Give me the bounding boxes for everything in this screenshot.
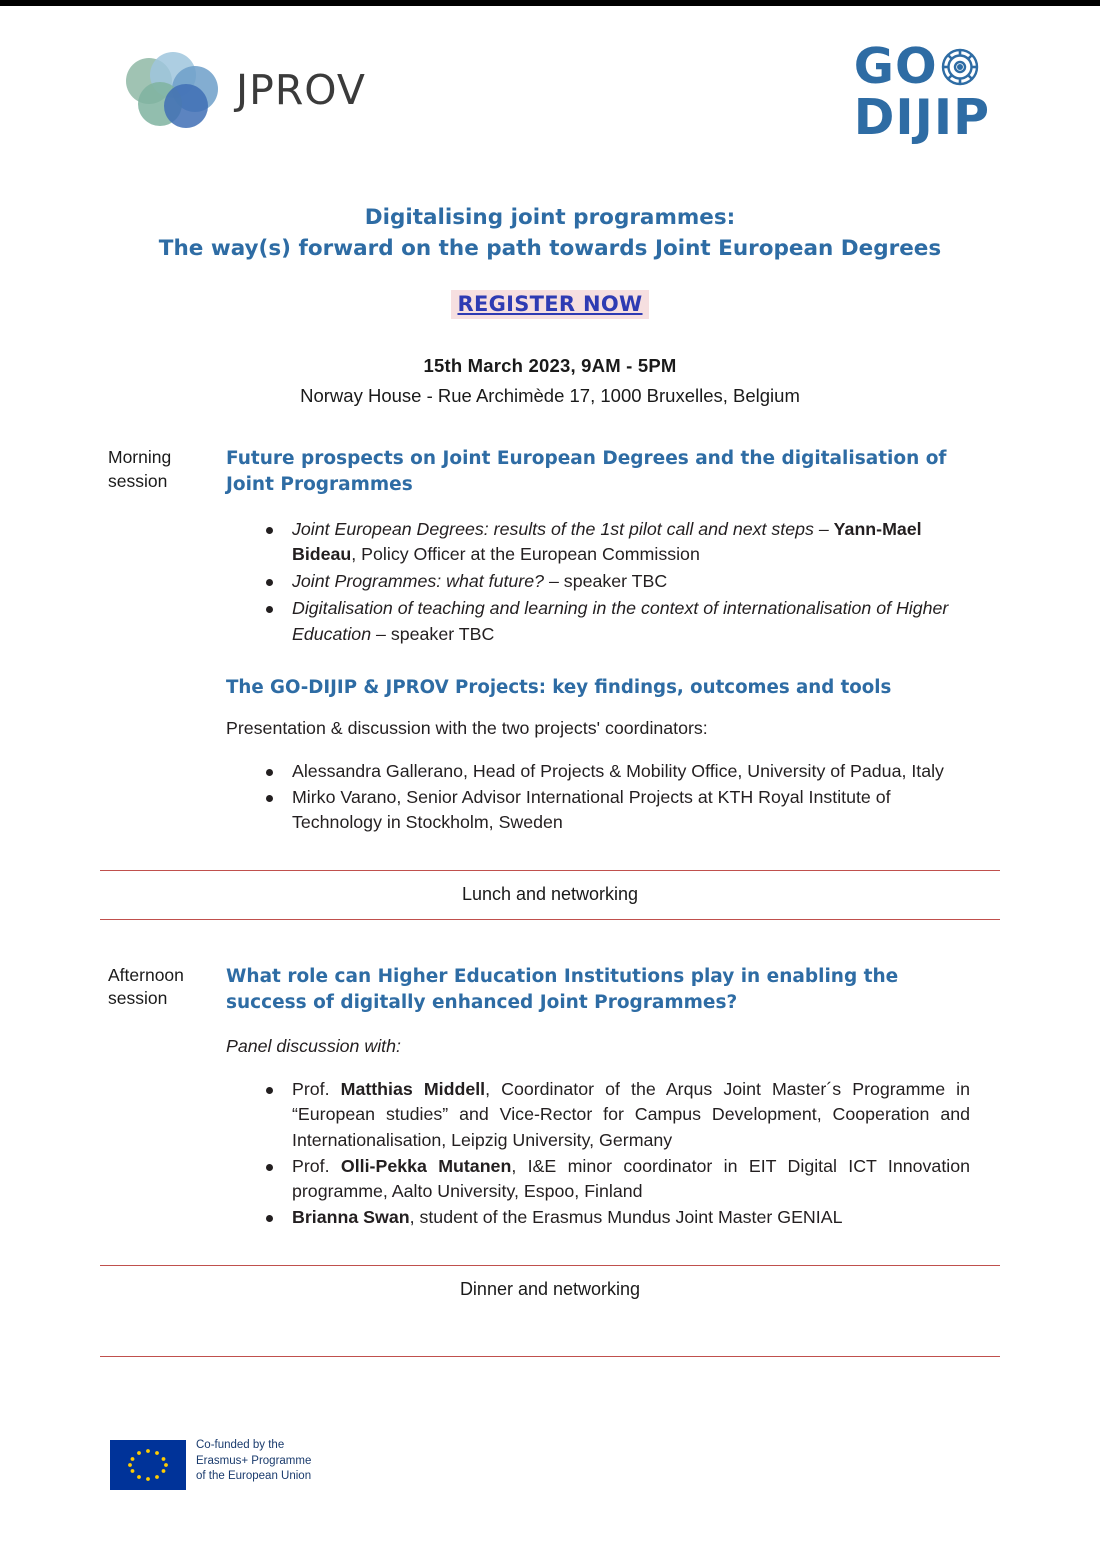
eu-funding-line2: Erasmus+ Programme	[196, 1454, 312, 1467]
list-item	[262, 596, 970, 647]
list-item: Mirko Varano, Senior Advisor International Projects at KTH Royal Institute of Technology in Stockholm, Sweden	[262, 785, 970, 836]
panelist-name: Olli-Pekka Mutanen	[340, 1155, 512, 1176]
panelist-prefix: Prof.	[292, 1079, 341, 1099]
document-header	[0, 6, 1100, 166]
eu-funding-line3: of the European Union	[196, 1470, 312, 1483]
topic-dash: –	[818, 518, 834, 539]
list-item: Alessandra Gallerano, Head of Projects & Mobility Office, University of Padua, Italy	[262, 759, 970, 784]
speaker-role: speaker TBC	[563, 571, 668, 592]
speaker-role: , Policy Officer at the European Commission	[351, 543, 700, 564]
list-item	[262, 1154, 970, 1205]
panelist-role: , I&E minor coordinator in EIT Digital ICT Innovation programme, Aalto University, Espoo, Finland	[292, 1155, 970, 1202]
speaker-role: speaker TBC	[390, 623, 495, 644]
topic-title: Joint European Degrees: results of the 1st pilot call and next steps	[292, 518, 819, 539]
topic-dash: –	[376, 623, 391, 644]
coordinators-list	[226, 759, 970, 836]
panelist-name: Brianna Swan	[292, 1207, 410, 1228]
speaker-name: Yann-Mael Bideau	[292, 518, 922, 564]
list-item	[262, 1205, 970, 1230]
dinner-divider-bottom-rule	[100, 1314, 1000, 1357]
page-title-line2: The way(s) forward on the path towards Joint European Degrees	[158, 236, 942, 262]
lunch-divider: Lunch and networking	[100, 870, 1000, 920]
event-date: 15th March 2023, 9AM - 5PM	[423, 355, 677, 377]
projects-sub-heading: The GO-DIJIP & JPROV Projects: key findings, outcomes and tools	[226, 676, 892, 698]
panelist-role: , student of the Erasmus Mundus Joint Master GENIAL	[409, 1207, 843, 1228]
page-title	[100, 202, 1000, 264]
list-item	[262, 569, 970, 594]
document-footer	[0, 1432, 1100, 1502]
register-now-link[interactable]: REGISTER NOW	[451, 290, 648, 319]
title-block	[100, 202, 1000, 407]
morning-session-heading: Future prospects on Joint European Degrees and the digitalisation of Joint Programmes	[226, 448, 947, 496]
event-venue: Norway House - Rue Archimède 17, 1000 Bruxelles, Belgium	[300, 385, 800, 407]
programme-body	[0, 446, 1100, 1357]
eu-flag-icon	[110, 1440, 186, 1490]
afternoon-session	[0, 964, 1100, 1231]
godijip-logo-line1: GO	[853, 38, 938, 95]
dinner-divider: Dinner and networking	[100, 1265, 1000, 1314]
panelist-name: Matthias Middell	[340, 1079, 486, 1099]
afternoon-session-label: Afternoon session	[108, 964, 184, 1009]
morning-session-label: Morning session	[108, 447, 172, 491]
gear-icon	[940, 47, 980, 87]
topic-title: Joint Programmes: what future?	[292, 571, 549, 592]
page-title-line1: Digitalising joint programmes:	[364, 205, 736, 230]
list-item	[262, 517, 970, 568]
panel-intro: Panel discussion with:	[226, 1036, 401, 1057]
jprov-circles-icon	[126, 52, 222, 128]
topic-dash: –	[548, 571, 564, 592]
jprov-logo-text: JPROV	[236, 66, 366, 114]
eu-funding-text	[196, 1438, 311, 1485]
topic-title: Digitalisation of teaching and learning in the context of internationalisation of Higher Education	[292, 598, 949, 644]
panelist-prefix: Prof.	[292, 1155, 341, 1176]
list-item	[262, 1077, 970, 1153]
panelists-list	[226, 1077, 970, 1231]
coordinators-intro: Presentation & discussion with the two projects' coordinators:	[226, 717, 708, 738]
godijip-logo	[853, 38, 990, 146]
eu-funding-line1: Co-funded by the	[196, 1439, 285, 1451]
afternoon-session-heading: What role can Higher Education Institutions play in enabling the success of digitally enhanced Joint Programmes?	[226, 965, 899, 1013]
godijip-logo-line2: DIJIP	[853, 88, 990, 146]
jprov-logo	[126, 52, 366, 128]
morning-session	[0, 446, 1100, 836]
morning-topics-list	[226, 517, 970, 647]
panelist-role: , Coordinator of the Arqus Joint Master´s Programme in “European studies” and Vice-Rector for Campus Development, Cooperation and Internationalisation, Leipzig University, Germany	[292, 1079, 971, 1150]
